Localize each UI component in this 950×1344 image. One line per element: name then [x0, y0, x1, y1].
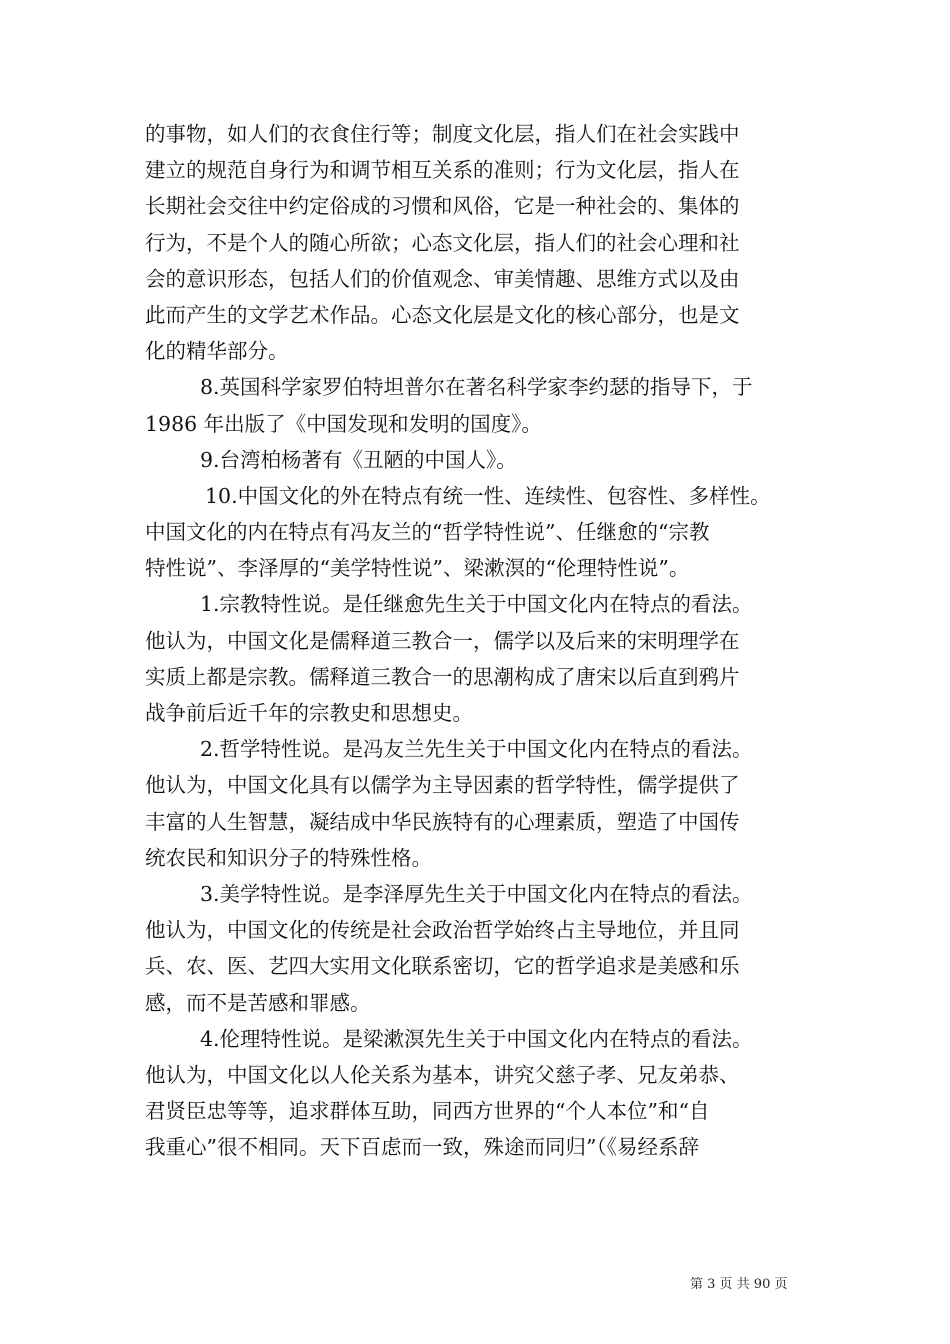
text-line: 统农民和知识分子的特殊性格。 [145, 845, 432, 870]
text-line: 4.伦理特性说。是梁漱溟先生关于中国文化内在特点的看法。 [200, 1026, 753, 1051]
text-line: 他认为，中国文化的传统是社会政治哲学始终占主导地位，并且同 [145, 918, 740, 943]
text-line: 实质上都是宗教。儒释道三教合一的思潮构成了唐宋以后直到鸦片 [145, 664, 740, 689]
text-line: 9.台湾柏杨著有《丑陋的中国人》。 [200, 447, 517, 472]
text-line: 建立的规范自身行为和调节相互关系的准则；行为文化层，指人在 [145, 158, 740, 183]
text-line: 他认为，中国文化以人伦关系为基本，讲究父慈子孝、兄友弟恭、 [145, 1062, 740, 1087]
text-line: 1986 年出版了《中国发现和发明的国度》。 [145, 411, 542, 436]
text-line: 他认为，中国文化具有以儒学为主导因素的哲学特性，儒学提供了 [145, 773, 740, 798]
text-line: 感，而不是苦感和罪感。 [145, 990, 371, 1015]
text-line: 1.宗教特性说。是任继愈先生关于中国文化内在特点的看法。 [200, 592, 753, 617]
text-line: 长期社会交往中约定俗成的习惯和风俗，它是一种社会的、集体的 [145, 194, 740, 219]
text-line: 2.哲学特性说。是冯友兰先生关于中国文化内在特点的看法。 [200, 737, 753, 762]
text-line: 3.美学特性说。是李泽厚先生关于中国文化内在特点的看法。 [200, 881, 753, 906]
text-line: 君贤臣忠等等，追求群体互助，同西方世界的“个人本位”和“自 [145, 1099, 710, 1124]
text-line: 我重心”很不相同。天下百虑而一致，殊途而同归”（《易经系辞 [145, 1135, 699, 1160]
text-line: 中国文化的内在特点有冯友兰的“哲学特性说”、任继愈的“宗教 [145, 520, 710, 545]
text-line: 的事物，如人们的衣食住行等；制度文化层，指人们在社会实践中 [145, 122, 740, 146]
text-line: 战争前后近千年的宗教史和思想史。 [145, 701, 473, 725]
page-footer: 第 3 页 共 90 页 [690, 1277, 788, 1292]
text-line: 此而产生的文学艺术作品。心态文化层是文化的核心部分，也是文 [145, 302, 740, 327]
text-line: 他认为，中国文化是儒释道三教合一，儒学以及后来的宋明理学在 [145, 628, 740, 653]
text-line: 会的意识形态，包括人们的价值观念、审美情趣、思维方式以及由 [145, 266, 740, 291]
text-line: 特性说”、李泽厚的“美学特性说”、梁漱溟的“伦理特性说”。 [145, 556, 690, 581]
text-line: 行为，不是个人的随心所欲；心态文化层，指人们的社会心理和社 [145, 230, 740, 255]
text-line: 丰富的人生智慧，凝结成中华民族特有的心理素质，塑造了中国传 [145, 809, 740, 834]
text-line: 化的精华部分。 [145, 339, 289, 364]
text-line: 8.英国科学家罗伯特坦普尔在著名科学家李约瑟的指导下，于 [200, 375, 753, 400]
text-line: 10.中国文化的外在特点有统一性、连续性、包容性、多样性。 [205, 483, 771, 508]
text-line: 兵、农、医、艺四大实用文化联系密切，它的哲学追求是美感和乐 [145, 954, 740, 979]
document-body [145, 116, 815, 1165]
